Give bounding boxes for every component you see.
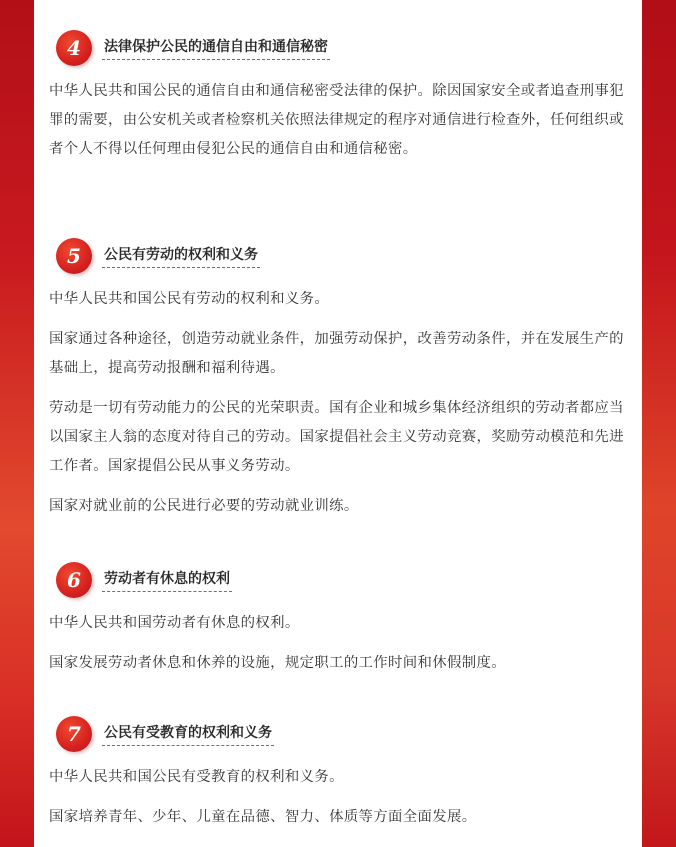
- paragraph: 中华人民共和国公民有受教育的权利和义务。: [49, 769, 344, 785]
- paragraph: 国家培养青年、少年、儿童在品德、智力、体质等方面全面发展。: [49, 809, 477, 825]
- section-5: [34, 238, 642, 521]
- paragraph: 国家通过各种途径，创造劳动就业条件，加强劳动保护，改善劳动条件，并在发展生产的基础上，提高劳动报酬和福利待遇。: [49, 331, 624, 376]
- section-4: [34, 30, 642, 164]
- paragraph: 国家发展劳动者休息和休养的设施，规定职工的工作时间和休假制度。: [49, 655, 506, 671]
- section-title: 公民有受教育的权利和义务: [102, 721, 274, 746]
- paragraph: 中华人民共和国公民的通信自由和通信秘密受法律的保护。除因国家安全或者追查刑事犯罪的需要，由公安机关或者检察机关依照法律规定的程序对通信进行检查外，任何组织或者个人不得以任何理由侵犯公民的通信自由和通信秘密。: [49, 83, 624, 157]
- paragraph: 中华人民共和国劳动者有休息的权利。: [49, 615, 300, 631]
- section-7: [34, 716, 642, 832]
- paragraph: 中华人民共和国公民有劳动的权利和义务。: [49, 291, 330, 307]
- section-title: 劳动者有休息的权利: [102, 567, 232, 592]
- article-card: [34, 0, 642, 847]
- paragraph: 国家对就业前的公民进行必要的劳动就业训练。: [49, 498, 359, 514]
- section-number-badge: 7: [56, 716, 92, 752]
- section-title: 法律保护公民的通信自由和通信秘密: [102, 35, 330, 60]
- left-red-border: [0, 0, 34, 847]
- right-red-border: [642, 0, 676, 847]
- section-header: [34, 238, 642, 278]
- section-6: [34, 562, 642, 678]
- section-header: [34, 716, 642, 756]
- section-number-badge: 5: [56, 238, 92, 274]
- section-number-badge: 4: [56, 30, 92, 66]
- section-title: 公民有劳动的权利和义务: [102, 243, 260, 268]
- section-header: [34, 30, 642, 70]
- section-header: [34, 562, 642, 602]
- paragraph: 劳动是一切有劳动能力的公民的光荣职责。国有企业和城乡集体经济组织的劳动者都应当以国家主人翁的态度对待自己的劳动。国家提倡社会主义劳动竞赛，奖励劳动模范和先进工作者。国家提倡公民从事义务劳动。: [49, 400, 624, 474]
- section-number-badge: 6: [56, 562, 92, 598]
